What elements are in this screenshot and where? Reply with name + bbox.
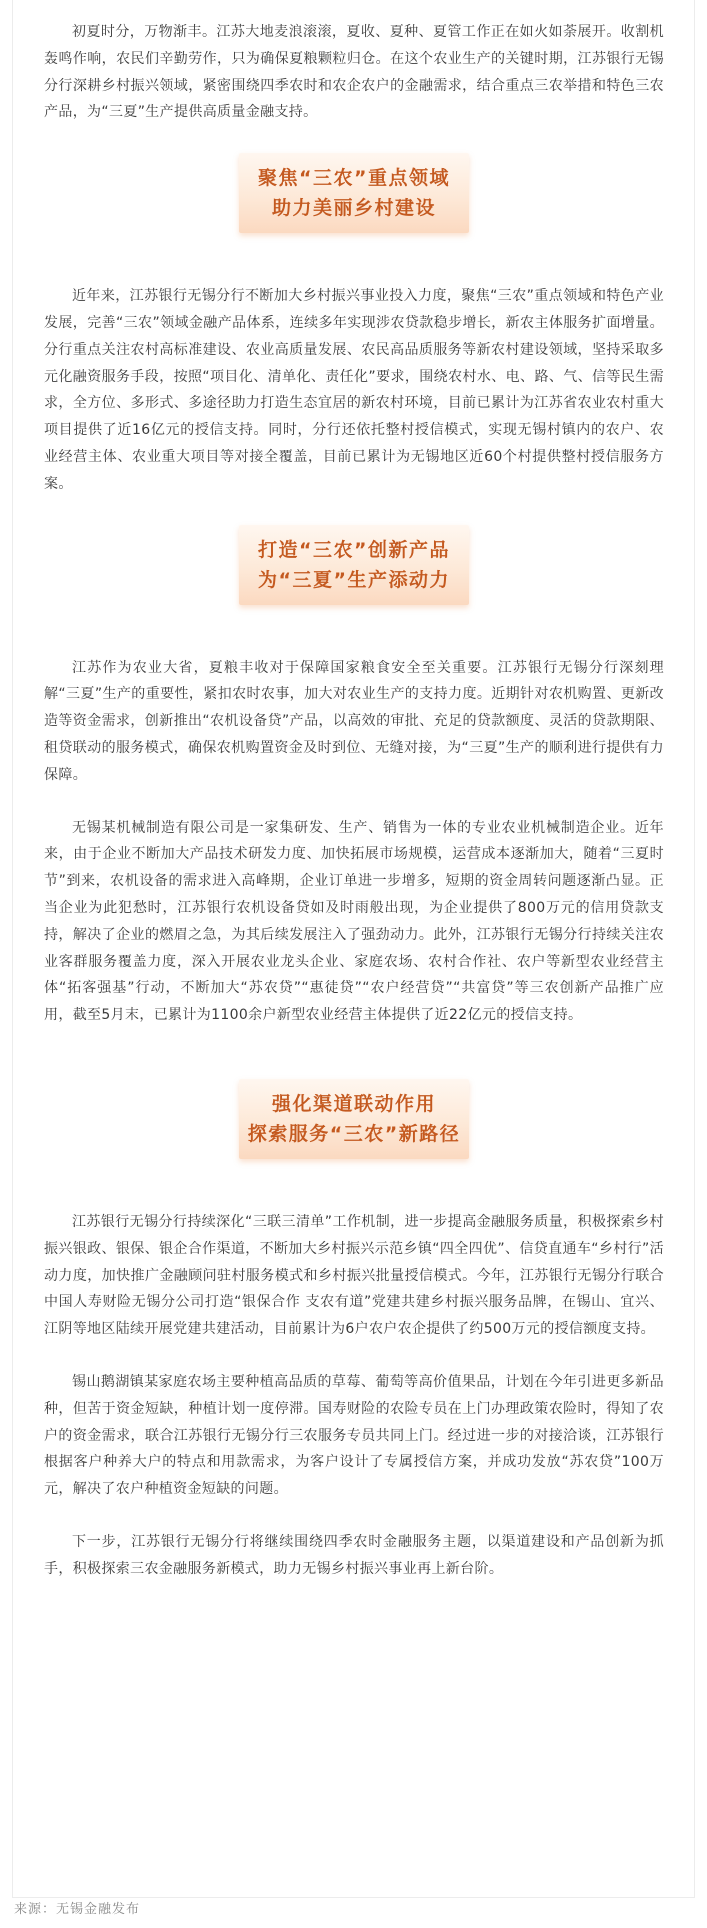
section-heading-2-line-2: 为“三夏”生产添动力 <box>258 568 450 591</box>
section-heading-2 <box>239 525 469 605</box>
section-1-paragraph: 近年来，江苏银行无锡分行不断加大乡村振兴事业投入力度，聚焦“三农”重点领域和特色产业发展，完善“三农”领域金融产品体系，连续多年实现涉农贷款稳步增长，新农主体服务扩面增量。分行重点关注农村高标准建设、农业高质量发展、农民高品质服务等新农村建设领域，坚持采取多元化融资服务手段，按照“项目化、清单化、责任化”要求，围绕农村水、电、路、气、信等民生需求，全方位、多形式、多途径助力打造生态宜居的新农村环境，目前已累计为江苏省农业农村重大项目提供了近16亿元的授信支持。同时，分行还依托整村授信模式，实现无锡村镇内的农户、农业经营主体、农业重大项目等对接全覆盖，目前已累计为无锡地区近60个村提供整村授信服务方案。 <box>44 288 664 492</box>
closing-paragraph: 下一步，江苏银行无锡分行将继续围绕四季农时金融服务主题，以渠道建设和产品创新为抓手，积极探索三农金融服务新模式，助力无锡乡村振兴事业再上新台阶。 <box>44 1533 664 1577</box>
section-3-paragraph-1: 江苏银行无锡分行持续深化“三联三清单”工作机制，进一步提高金融服务质量，积极探索乡村振兴银政、银保、银企合作渠道，不断加大乡村振兴示范乡镇“四全四优”、信贷直通车“乡村行”活动力度，加快推广金融顾问驻村服务模式和乡村振兴批量授信模式。今年，江苏银行无锡分行联合中国人寿财险无锡分公司打造“银保合作 支农有道”党建共建乡村振兴服务品牌，在锡山、宜兴、江阴等地区陆续开展党建共建活动，目前累计为6户农户农企提供了约500万元的授信额度支持。 <box>44 1213 664 1338</box>
article-body <box>44 19 664 1582</box>
section-heading-2-wrap <box>44 525 664 605</box>
section-2-paragraph-2: 无锡某机械制造有限公司是一家集研发、生产、销售为一体的专业农业机械制造企业。近年来，由于企业不断加大产品技术研发力度、加快拓展市场规模，运营成本逐渐加大，随着“三夏时节”到来，农机设备的需求进入高峰期，企业订单进一步增多，短期的资金周转问题逐渐凸显。正当企业为此犯愁时，江苏银行农机设备贷如及时雨般出现，为企业提供了800万元的信用贷款支持，解决了企业的燃眉之急，为其后续发展注入了强劲动力。此外，江苏银行无锡分行持续关注农业客群服务覆盖力度，深入开展农业龙头企业、家庭农场、农村合作社、农户等新型农业经营主体“拓客强基”行动，不断加大“苏农贷”“惠徒贷”“农户经营贷”“共富贷”等三农创新产品推广应用，截至5月末，已累计为1100余户新型农业经营主体提供了近22亿元的授信支持。 <box>44 819 664 1024</box>
source-credit: 来源：无锡金融发布 <box>14 1902 141 1917</box>
section-heading-1 <box>239 153 469 233</box>
section-heading-1-wrap <box>44 153 664 233</box>
intro-paragraph: 初夏时分，万物渐丰。江苏大地麦浪滚滚，夏收、夏种、夏管工作正在如火如荼展开。收割机轰鸣作响，农民们辛勤劳作，只为确保夏粮颗粒归仓。在这个农业生产的关键时期，江苏银行无锡分行深耕乡村振兴领域，紧密围绕四季农时和农企农户的金融需求，结合重点三农举措和特色三农产品，为“三夏”生产提供高质量金融支持。 <box>44 24 664 121</box>
section-heading-1-line-1: 聚焦“三农”重点领域 <box>258 167 450 190</box>
section-heading-2-line-1: 打造“三农”创新产品 <box>258 538 450 561</box>
section-2-paragraph-1: 江苏作为农业大省，夏粮丰收对于保障国家粮食安全至关重要。江苏银行无锡分行深刻理解“三夏”生产的重要性，紧扣农时农事，加大对农业生产的支持力度。近期针对农机购置、更新改造等资金需求，创新推出“农机设备贷”产品，以高效的审批、充足的贷款额度、灵活的贷款期限、租贷联动的服务模式，确保农机购置资金及时到位、无缝对接，为“三夏”生产的顺利进行提供有力保障。 <box>44 659 664 783</box>
section-3-paragraph-2: 锡山鹅湖镇某家庭农场主要种植高品质的草莓、葡萄等高价值果品，计划在今年引进更多新品种，但苦于资金短缺，种植计划一度停滞。国寿财险的农险专员在上门办理政策农险时，得知了农户的资金需求，联合江苏银行无锡分行三农服务专员共同上门。经过进一步的对接洽谈，江苏银行根据客户种养大户的特点和用款需求，为客户设计了专属授信方案，并成功发放“苏农贷”100万元，解决了农户种植资金短缺的问题。 <box>44 1373 664 1498</box>
section-heading-3-line-2: 探索服务“三农”新路径 <box>247 1122 461 1145</box>
section-heading-3-line-1: 强化渠道联动作用 <box>271 1092 436 1115</box>
section-heading-3-wrap <box>44 1079 664 1159</box>
section-heading-1-line-2: 助力美丽乡村建设 <box>271 197 436 220</box>
section-heading-3 <box>239 1079 469 1159</box>
